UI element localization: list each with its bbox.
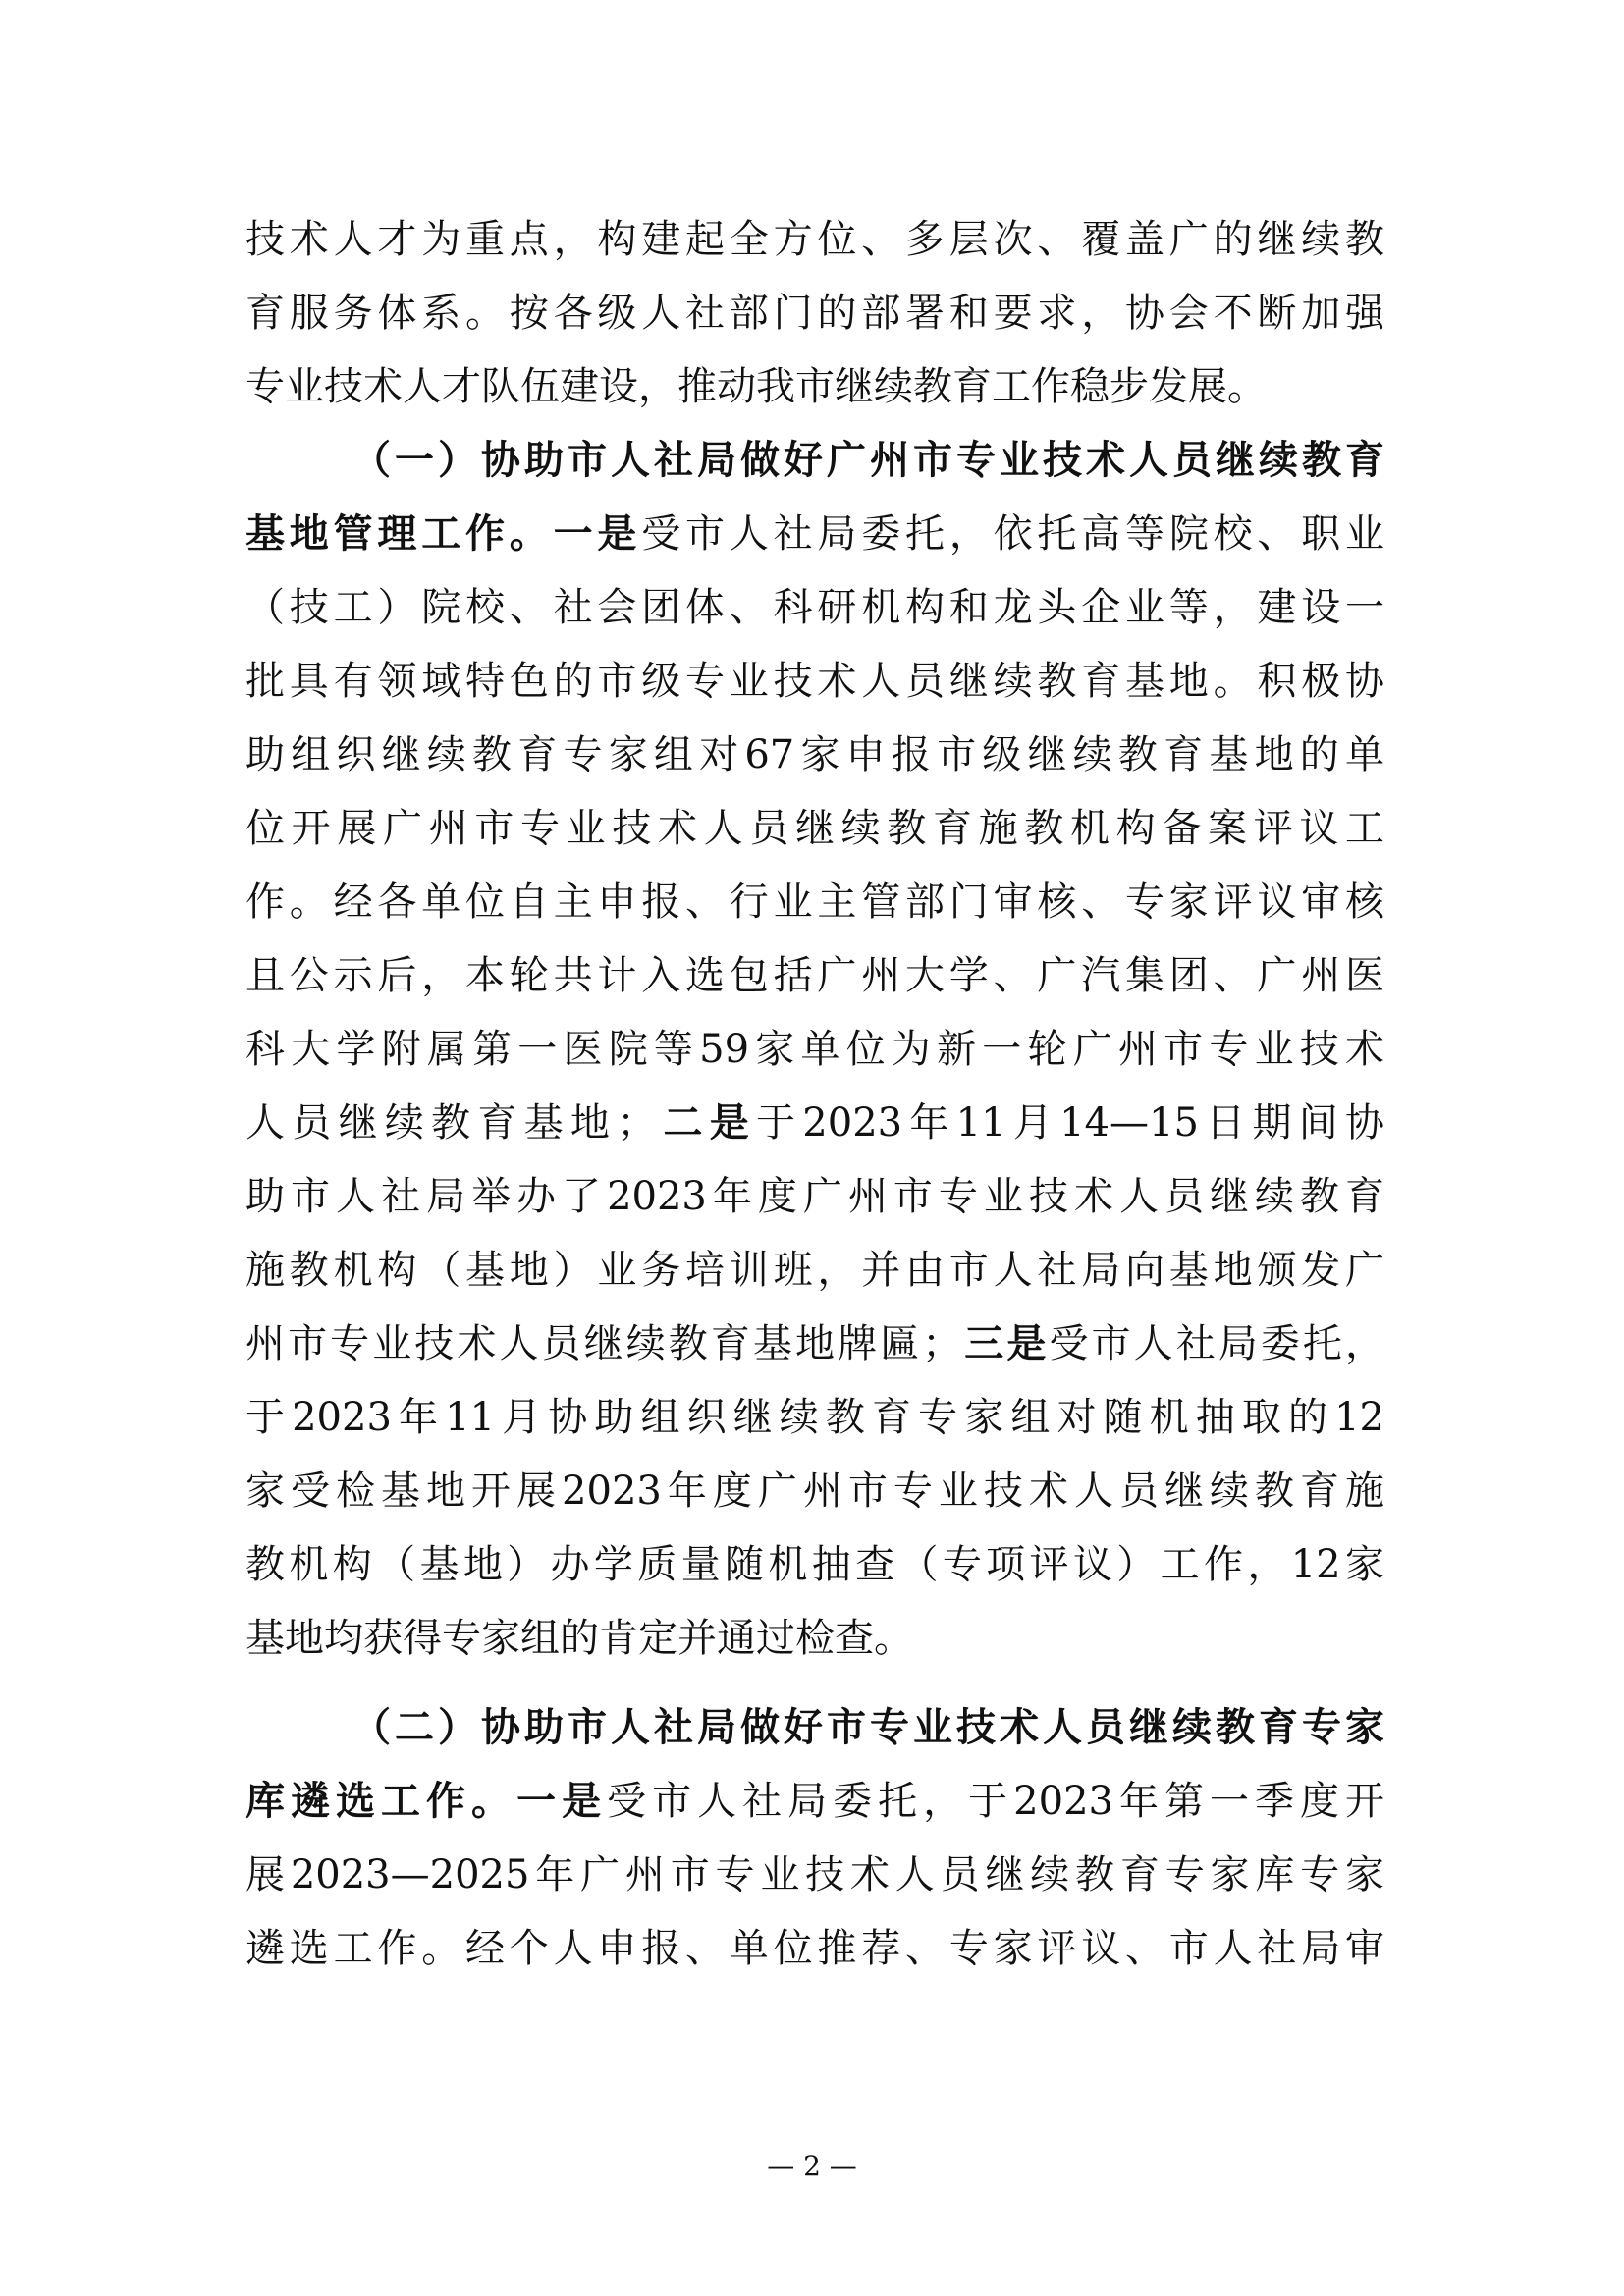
text-span: 于2023年11月14—15日期间协: [756, 1100, 1384, 1146]
text-line: 专业技术人才队伍建设，推动我市继续教育工作稳步发展。: [245, 364, 1267, 409]
page-number: — 2 —: [767, 2150, 857, 2182]
text-line: 育服务体系。按各级人社部门的部署和要求，协会不断加强: [245, 291, 1384, 336]
first-marker: 一是: [553, 511, 642, 557]
text-line: [245, 1087, 1384, 1160]
section-spacer: [245, 1676, 1384, 1691]
text-line: 位开展广州市专业技术人员继续教育施教机构备案评议工: [245, 806, 1384, 851]
second-marker: 二是: [656, 1100, 757, 1146]
text-line: 施教机构（基地）业务培训班，并由市人社局向基地颁发广: [245, 1248, 1384, 1293]
section-two-heading-end: 库遴选工作。: [245, 1779, 517, 1824]
text-line: 作。经各单位自主申报、行业主管部门审核、专家评议审核: [245, 880, 1384, 925]
text-line: [245, 1308, 1384, 1381]
text-line: 基地均获得专家组的肯定并通过检查。: [245, 1616, 913, 1661]
document-body: [245, 203, 1384, 1986]
text-line: 家受检基地开展2023年度广州市专业技术人员继续教育施: [245, 1468, 1384, 1514]
text-line: 助市人社局举办了2023年度广州市专业技术人员继续教育: [245, 1174, 1384, 1219]
text-line: [245, 498, 1384, 571]
text-span: 受市人社局委托，于2023年第一季度开: [607, 1779, 1385, 1824]
text-line: [245, 1765, 1384, 1839]
text-span: 州市专业技术人员继续教育基地牌匾；: [245, 1321, 962, 1366]
text-line: 于2023年11月协助组织继续教育专家组对随机抽取的12: [245, 1395, 1384, 1440]
section-two-heading: （二）协助市人社局做好市专业技术人员继续教育专家: [352, 1705, 1384, 1750]
first-marker: 一是: [516, 1779, 608, 1824]
text-line: 批具有领域特色的市级专业技术人员继续教育基地。积极协: [245, 659, 1384, 704]
text-line: 科大学附属第一医院等59家单位为新一轮广州市专业技术: [245, 1027, 1384, 1072]
section-one-heading-end: 基地管理工作。: [245, 511, 554, 557]
text-line: 助组织继续教育专家组对67家申报市级继续教育基地的单: [245, 732, 1384, 777]
text-span: 受市人社局委托，: [1049, 1321, 1385, 1366]
text-line: 展2023—2025年广州市专业技术人员继续教育专家库专家: [245, 1852, 1384, 1897]
text-line: 技术人才为重点，构建起全方位、多层次、覆盖广的继续教: [245, 217, 1384, 262]
text-span: 受市人社局委托，依托高等院校、职业: [641, 511, 1385, 557]
section-one-heading: （一）协助市人社局做好广州市专业技术人员继续教育: [352, 438, 1384, 483]
text-line: 教机构（基地）办学质量随机抽查（专项评议）工作，12家: [245, 1542, 1384, 1587]
text-line: 遴选工作。经个人申报、单位推荐、专家评议、市人社局审: [245, 1926, 1384, 1971]
text-span: 人员继续教育基地；: [245, 1100, 657, 1146]
text-line: （技工）院校、社会团体、科研机构和龙头企业等，建设一: [245, 585, 1384, 630]
third-marker: 三是: [961, 1321, 1050, 1366]
text-line: 且公示后，本轮共计入选包括广州大学、广汽集团、广州医: [245, 953, 1384, 998]
